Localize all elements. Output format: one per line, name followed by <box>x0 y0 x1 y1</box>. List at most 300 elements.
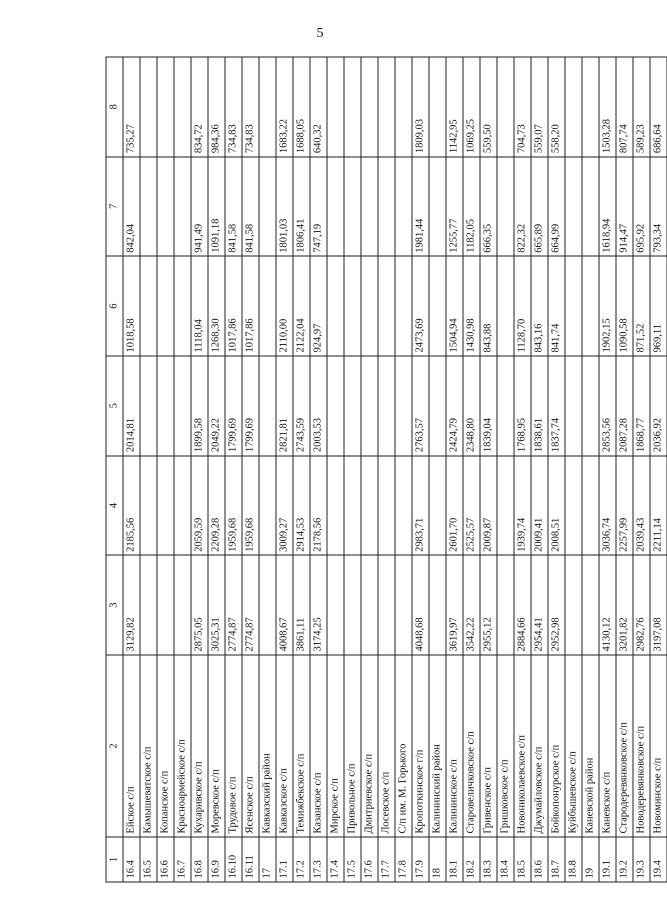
value-cell: 2424,79 <box>446 356 463 456</box>
value-cell: 1959,68 <box>225 456 242 556</box>
value-cell: 941,49 <box>191 157 208 257</box>
value-cell <box>327 57 344 157</box>
value-cell: 589,23 <box>633 57 650 157</box>
row-name-cell: Джумайловское с/п <box>531 655 548 837</box>
value-cell: 2954,41 <box>531 555 548 655</box>
table-row <box>174 57 191 882</box>
row-name-cell: Камышеватское с/п <box>140 655 157 837</box>
value-cell: 1939,74 <box>514 456 531 556</box>
value-cell <box>378 256 395 356</box>
value-cell <box>429 456 446 556</box>
row-name-cell: Новониколаевское с/п <box>514 655 531 837</box>
value-cell: 1688,05 <box>293 57 310 157</box>
value-cell: 1017,86 <box>225 256 242 356</box>
row-code-cell: 17.8 <box>395 837 412 882</box>
value-cell <box>157 456 174 556</box>
value-cell: 2122,04 <box>293 256 310 356</box>
value-cell: 2853,56 <box>599 356 616 456</box>
row-name-cell: Куйбышевское с/п <box>565 655 582 837</box>
value-cell <box>497 356 514 456</box>
value-cell <box>378 157 395 257</box>
value-cell <box>140 256 157 356</box>
value-cell: 2049,22 <box>208 356 225 456</box>
value-cell: 2983,71 <box>412 456 429 556</box>
table-row <box>157 57 174 882</box>
value-cell: 2009,41 <box>531 456 548 556</box>
value-cell: 2087,28 <box>616 356 633 456</box>
row-name-cell: Ейское с/п <box>123 655 140 837</box>
value-cell <box>429 57 446 157</box>
value-cell: 1959,68 <box>242 456 259 556</box>
value-cell: 735,27 <box>123 57 140 157</box>
value-cell <box>174 57 191 157</box>
table-row <box>497 57 514 882</box>
value-cell: 2821,81 <box>276 356 293 456</box>
value-cell <box>378 57 395 157</box>
value-cell: 734,83 <box>225 57 242 157</box>
row-name-cell: Бойкопонурское с/п <box>548 655 565 837</box>
table-row <box>344 57 361 882</box>
value-cell: 2036,92 <box>650 356 667 456</box>
row-code-cell: 16.5 <box>140 837 157 882</box>
value-cell: 1255,77 <box>446 157 463 257</box>
value-cell: 2955,12 <box>480 555 497 655</box>
value-cell <box>395 157 412 257</box>
row-name-cell: Кухаривское с/п <box>191 655 208 837</box>
value-cell: 1799,69 <box>242 356 259 456</box>
row-name-cell: Копанское с/п <box>157 655 174 837</box>
column-header: 1 <box>106 837 123 882</box>
value-cell <box>429 555 446 655</box>
value-cell <box>429 356 446 456</box>
row-code-cell: 16.4 <box>123 837 140 882</box>
row-name-cell: Кавказское с/п <box>276 655 293 837</box>
value-cell: 1683,22 <box>276 57 293 157</box>
value-cell: 665,89 <box>531 157 548 257</box>
value-cell <box>259 555 276 655</box>
value-cell: 842,04 <box>123 157 140 257</box>
value-cell: 704,73 <box>514 57 531 157</box>
value-cell: 1806,41 <box>293 157 310 257</box>
value-cell: 3201,82 <box>616 555 633 655</box>
value-cell <box>157 57 174 157</box>
value-cell <box>157 256 174 356</box>
value-cell: 2209,28 <box>208 456 225 556</box>
value-cell: 914,47 <box>616 157 633 257</box>
value-cell: 1503,28 <box>599 57 616 157</box>
value-cell: 3129,82 <box>123 555 140 655</box>
row-code-cell: 17.1 <box>276 837 293 882</box>
value-cell <box>497 555 514 655</box>
value-cell <box>361 356 378 456</box>
value-cell: 686,64 <box>650 57 667 157</box>
value-cell <box>259 57 276 157</box>
table-row <box>378 57 395 882</box>
row-code-cell: 16.10 <box>225 837 242 882</box>
table-row <box>327 57 344 882</box>
value-cell: 969,11 <box>650 256 667 356</box>
row-code-cell: 18.2 <box>463 837 480 882</box>
value-cell: 3009,27 <box>276 456 293 556</box>
value-cell: 2914,53 <box>293 456 310 556</box>
value-cell <box>582 57 599 157</box>
row-name-cell: Красноармейское с/п <box>174 655 191 837</box>
row-name-cell: Темижбекское с/п <box>293 655 310 837</box>
table-row <box>242 57 259 882</box>
row-name-cell: С/п им. М. Горького <box>395 655 412 837</box>
value-cell <box>395 555 412 655</box>
table-row <box>565 57 582 882</box>
value-cell: 3025,31 <box>208 555 225 655</box>
value-cell: 793,34 <box>650 157 667 257</box>
value-cell: 1118,04 <box>191 256 208 356</box>
value-cell: 807,74 <box>616 57 633 157</box>
value-cell: 834,72 <box>191 57 208 157</box>
value-cell <box>361 57 378 157</box>
value-cell <box>327 157 344 257</box>
value-cell: 1090,58 <box>616 256 633 356</box>
row-code-cell: 18.7 <box>548 837 565 882</box>
value-cell <box>259 157 276 257</box>
value-cell: 734,83 <box>242 57 259 157</box>
row-name-cell: Лосевское с/п <box>378 655 395 837</box>
value-cell <box>582 356 599 456</box>
value-cell: 924,97 <box>310 256 327 356</box>
row-name-cell: Стародеревянковское с/п <box>616 655 633 837</box>
value-cell: 2008,51 <box>548 456 565 556</box>
value-cell: 1809,03 <box>412 57 429 157</box>
row-code-cell: 16.8 <box>191 837 208 882</box>
value-cell <box>344 456 361 556</box>
column-header: 2 <box>106 655 123 837</box>
value-cell: 1504,94 <box>446 256 463 356</box>
row-name-cell: Новоминское с/п <box>650 655 667 837</box>
value-cell <box>361 157 378 257</box>
row-name-cell: Каневское с/п <box>599 655 616 837</box>
value-cell <box>344 356 361 456</box>
value-cell <box>497 456 514 556</box>
value-cell: 3619,97 <box>446 555 463 655</box>
value-cell: 841,58 <box>242 157 259 257</box>
row-code-cell: 18.3 <box>480 837 497 882</box>
value-cell <box>395 456 412 556</box>
value-cell: 1899,58 <box>191 356 208 456</box>
value-cell: 871,52 <box>633 256 650 356</box>
value-cell: 822,32 <box>514 157 531 257</box>
row-name-cell: Старовеличковское с/п <box>463 655 480 837</box>
value-cell: 4130,12 <box>599 555 616 655</box>
row-code-cell: 17.2 <box>293 837 310 882</box>
value-cell: 2003,53 <box>310 356 327 456</box>
value-cell <box>395 356 412 456</box>
value-cell <box>344 157 361 257</box>
table-row <box>395 57 412 882</box>
value-cell <box>497 256 514 356</box>
value-cell <box>378 356 395 456</box>
value-cell: 1902,15 <box>599 256 616 356</box>
value-cell: 2185,56 <box>123 456 140 556</box>
value-cell: 2774,87 <box>242 555 259 655</box>
value-cell: 1430,98 <box>463 256 480 356</box>
value-cell: 2601,70 <box>446 456 463 556</box>
value-cell <box>174 356 191 456</box>
header-row <box>106 57 123 882</box>
value-cell: 2952,98 <box>548 555 565 655</box>
value-cell: 1799,69 <box>225 356 242 456</box>
table-row <box>259 57 276 882</box>
row-name-cell: Кропоткинское г/п <box>412 655 429 837</box>
value-cell: 666,35 <box>480 157 497 257</box>
row-code-cell: 19.3 <box>633 837 650 882</box>
value-cell: 1838,61 <box>531 356 548 456</box>
value-cell <box>565 555 582 655</box>
value-cell: 2257,99 <box>616 456 633 556</box>
column-header: 6 <box>106 256 123 356</box>
value-cell: 2473,69 <box>412 256 429 356</box>
row-code-cell: 18 <box>429 837 446 882</box>
row-code-cell: 18.5 <box>514 837 531 882</box>
value-cell <box>259 356 276 456</box>
value-cell <box>378 555 395 655</box>
value-cell: 3197,08 <box>650 555 667 655</box>
table-row <box>208 57 225 882</box>
table-row <box>514 57 531 882</box>
table-row <box>599 57 616 882</box>
value-cell: 2059,59 <box>191 456 208 556</box>
value-cell: 2014,81 <box>123 356 140 456</box>
value-cell: 2884,66 <box>514 555 531 655</box>
row-name-cell: Кавказский район <box>259 655 276 837</box>
value-cell <box>327 555 344 655</box>
table-row <box>225 57 242 882</box>
value-cell <box>565 356 582 456</box>
row-name-cell: Каневской район <box>582 655 599 837</box>
rotated-data-table <box>105 58 663 883</box>
value-cell: 2982,76 <box>633 555 650 655</box>
data-table <box>105 56 667 882</box>
value-cell: 984,36 <box>208 57 225 157</box>
table-row <box>429 57 446 882</box>
value-cell <box>174 256 191 356</box>
value-cell <box>174 157 191 257</box>
row-code-cell: 16.7 <box>174 837 191 882</box>
row-name-cell: Привольное с/п <box>344 655 361 837</box>
value-cell: 2178,56 <box>310 456 327 556</box>
value-cell <box>174 555 191 655</box>
row-code-cell: 17.3 <box>310 837 327 882</box>
table-row <box>633 57 650 882</box>
value-cell: 2039,43 <box>633 456 650 556</box>
row-code-cell: 17.6 <box>361 837 378 882</box>
row-name-cell: Моревское с/п <box>208 655 225 837</box>
row-code-cell: 19.4 <box>650 837 667 882</box>
value-cell <box>378 456 395 556</box>
table-row <box>616 57 633 882</box>
value-cell: 3174,25 <box>310 555 327 655</box>
value-cell: 1268,30 <box>208 256 225 356</box>
value-cell <box>327 456 344 556</box>
value-cell: 1768,95 <box>514 356 531 456</box>
value-cell: 843,16 <box>531 256 548 356</box>
table-row <box>446 57 463 882</box>
table-row <box>276 57 293 882</box>
value-cell: 695,92 <box>633 157 650 257</box>
value-cell <box>582 456 599 556</box>
row-code-cell: 16.6 <box>157 837 174 882</box>
value-cell: 2110,00 <box>276 256 293 356</box>
value-cell <box>361 456 378 556</box>
value-cell: 1069,25 <box>463 57 480 157</box>
value-cell: 1091,18 <box>208 157 225 257</box>
value-cell <box>140 555 157 655</box>
value-cell: 3542,22 <box>463 555 480 655</box>
value-cell: 1868,77 <box>633 356 650 456</box>
value-cell <box>140 57 157 157</box>
value-cell <box>497 57 514 157</box>
row-code-cell: 17.5 <box>344 837 361 882</box>
row-name-cell: Новодеревянковское с/п <box>633 655 650 837</box>
row-name-cell: Трудовое с/п <box>225 655 242 837</box>
table-row <box>140 57 157 882</box>
value-cell: 559,07 <box>531 57 548 157</box>
value-cell: 4048,68 <box>412 555 429 655</box>
value-cell: 843,88 <box>480 256 497 356</box>
value-cell <box>344 555 361 655</box>
value-cell: 2525,57 <box>463 456 480 556</box>
value-cell: 664,99 <box>548 157 565 257</box>
table-row <box>582 57 599 882</box>
value-cell: 841,74 <box>548 256 565 356</box>
value-cell <box>140 157 157 257</box>
value-cell <box>565 456 582 556</box>
row-name-cell: Гривенское с/п <box>480 655 497 837</box>
row-code-cell: 18.1 <box>446 837 463 882</box>
value-cell: 1018,58 <box>123 256 140 356</box>
table-row <box>463 57 480 882</box>
value-cell: 2763,57 <box>412 356 429 456</box>
value-cell <box>157 157 174 257</box>
row-code-cell: 16.11 <box>242 837 259 882</box>
value-cell: 1801,03 <box>276 157 293 257</box>
value-cell: 3036,74 <box>599 456 616 556</box>
value-cell <box>259 256 276 356</box>
row-name-cell: Гришковское с/п <box>497 655 514 837</box>
table-row <box>650 57 667 882</box>
value-cell: 3861,11 <box>293 555 310 655</box>
row-name-cell: Мирское с/п <box>327 655 344 837</box>
value-cell <box>565 256 582 356</box>
value-cell <box>157 356 174 456</box>
value-cell <box>174 456 191 556</box>
value-cell: 1839,04 <box>480 356 497 456</box>
value-cell: 1128,70 <box>514 256 531 356</box>
row-name-cell: Казанское с/п <box>310 655 327 837</box>
value-cell <box>140 356 157 456</box>
table-row <box>123 57 140 882</box>
value-cell: 1017,86 <box>242 256 259 356</box>
value-cell <box>361 555 378 655</box>
row-name-cell: Дмитриевское с/п <box>361 655 378 837</box>
table-row <box>310 57 327 882</box>
row-code-cell: 16.9 <box>208 837 225 882</box>
value-cell: 1837,74 <box>548 356 565 456</box>
row-code-cell: 18.4 <box>497 837 514 882</box>
value-cell: 841,58 <box>225 157 242 257</box>
value-cell: 1142,95 <box>446 57 463 157</box>
row-code-cell: 18.6 <box>531 837 548 882</box>
table-row <box>293 57 310 882</box>
row-name-cell: Калининское с/п <box>446 655 463 837</box>
value-cell <box>582 157 599 257</box>
value-cell <box>497 157 514 257</box>
column-header: 7 <box>106 157 123 257</box>
value-cell <box>582 555 599 655</box>
row-code-cell: 17.4 <box>327 837 344 882</box>
value-cell <box>429 157 446 257</box>
row-name-cell: Ясенское с/п <box>242 655 259 837</box>
value-cell <box>361 256 378 356</box>
table-row <box>480 57 497 882</box>
value-cell: 1981,44 <box>412 157 429 257</box>
table-body <box>123 57 667 882</box>
value-cell <box>429 256 446 356</box>
value-cell: 2743,59 <box>293 356 310 456</box>
value-cell: 2211,14 <box>650 456 667 556</box>
row-code-cell: 17.9 <box>412 837 429 882</box>
row-code-cell: 17.7 <box>378 837 395 882</box>
table-row <box>548 57 565 882</box>
value-cell <box>140 456 157 556</box>
value-cell: 558,20 <box>548 57 565 157</box>
column-header: 3 <box>106 555 123 655</box>
value-cell <box>565 157 582 257</box>
value-cell <box>157 555 174 655</box>
value-cell <box>327 356 344 456</box>
value-cell: 2348,80 <box>463 356 480 456</box>
value-cell: 2875,05 <box>191 555 208 655</box>
value-cell: 559,50 <box>480 57 497 157</box>
row-code-cell: 19.1 <box>599 837 616 882</box>
value-cell <box>259 456 276 556</box>
value-cell <box>344 57 361 157</box>
column-header: 8 <box>106 57 123 157</box>
value-cell: 2774,87 <box>225 555 242 655</box>
column-header: 4 <box>106 456 123 556</box>
table-row <box>531 57 548 882</box>
column-header: 5 <box>106 356 123 456</box>
value-cell: 747,19 <box>310 157 327 257</box>
value-cell <box>565 57 582 157</box>
value-cell: 4008,67 <box>276 555 293 655</box>
value-cell: 1618,94 <box>599 157 616 257</box>
value-cell: 2009,87 <box>480 456 497 556</box>
value-cell <box>582 256 599 356</box>
page-number: 5 <box>316 26 324 41</box>
row-code-cell: 18.8 <box>565 837 582 882</box>
value-cell <box>344 256 361 356</box>
value-cell: 1182,05 <box>463 157 480 257</box>
table-row <box>191 57 208 882</box>
value-cell <box>327 256 344 356</box>
table-row <box>412 57 429 882</box>
table-row <box>361 57 378 882</box>
value-cell: 640,32 <box>310 57 327 157</box>
row-code-cell: 17 <box>259 837 276 882</box>
row-name-cell: Калининский район <box>429 655 446 837</box>
row-code-cell: 19.2 <box>616 837 633 882</box>
row-code-cell: 19 <box>582 837 599 882</box>
value-cell <box>395 57 412 157</box>
